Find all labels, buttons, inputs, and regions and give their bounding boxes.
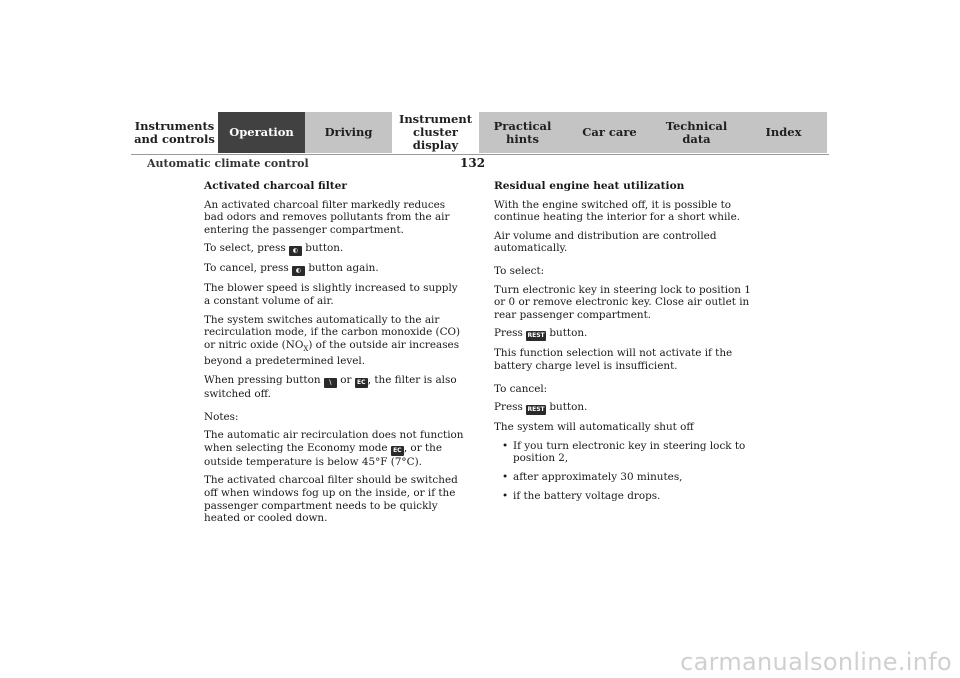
rest-key-icon: REST	[527, 332, 545, 340]
pressing-prefix: When pressing button	[204, 374, 321, 387]
cancel-label: To cancel:	[494, 382, 548, 395]
recirc-text-2: ) of the outside air increases beyond a predetermined level.	[204, 338, 460, 368]
notes-label: Notes:	[204, 410, 239, 423]
cancel-prefix: To cancel, press	[204, 262, 289, 275]
rest-press-instruction	[494, 327, 756, 341]
shutoff-paragraph: The system will automatically shut off	[494, 421, 694, 434]
charcoal-filter-intro: An activated charcoal filter markedly reduces bad odors and removes pollutants from the air entering the passenger compartment.	[204, 198, 450, 236]
charcoal-cancel-instruction	[204, 262, 466, 276]
note1-prefix: The automatic air recirculation does not function when selecting the Economy mode	[204, 429, 464, 454]
recirc-text-1: The system switches automatically to the air recirculation mode, if the carbon monoxide (CO) or nitric oxide (NO	[204, 313, 461, 351]
cancel-press-prefix: Press	[494, 401, 523, 414]
rest-cancel-instruction	[494, 401, 756, 415]
tab-instrument-cluster-display[interactable]: Instrument cluster display	[392, 112, 479, 153]
tab-technical-data[interactable]: Technical data	[653, 112, 740, 153]
economy-key-icon: EC	[391, 446, 404, 456]
tab-operation[interactable]: Operation	[218, 112, 305, 153]
recirc-subscript: X	[303, 344, 309, 353]
cancel-press-suffix: button.	[549, 401, 588, 414]
header-divider	[131, 154, 829, 155]
tab-practical-hints[interactable]: Practical hints	[479, 112, 566, 153]
note1-suffix: , or the outside temperature is below 45°F (7°C).	[204, 441, 442, 468]
press-suffix: button.	[549, 327, 588, 340]
tab-driving[interactable]: Driving	[305, 112, 392, 153]
note-fog: The activated charcoal filter should be switched off when windows fog up on the inside, or if the passenger compartment needs to be quickly heated or cooled down.	[204, 474, 458, 525]
left-column	[204, 180, 466, 531]
note-economy	[204, 429, 466, 468]
pressing-suffix: , the filter is also switched off.	[204, 374, 457, 401]
right-column	[494, 180, 756, 508]
defrost-key-icon: \	[324, 378, 337, 388]
cancel-suffix: button again.	[308, 262, 379, 275]
residual-heat-auto: Air volume and distribution are controlled automatically.	[494, 229, 717, 255]
residual-heat-intro: With the engine switched off, it is possible to continue heating the interior for a short while.	[494, 198, 741, 224]
pressing-or: or	[340, 374, 352, 387]
page-number: 132	[460, 156, 486, 170]
watermark: carmanualsonline.info	[680, 648, 952, 676]
switch-off-paragraph	[204, 374, 466, 401]
recirculation-paragraph	[204, 314, 466, 368]
battery-paragraph: This function selection will not activate if the battery charge level is insufficient.	[494, 347, 733, 372]
select-suffix: button.	[305, 242, 344, 255]
list-item: • after approximately 30 minutes,	[494, 471, 756, 484]
section-tabs	[131, 112, 827, 153]
blower-paragraph: The blower speed is slightly increased to supply a constant volume of air.	[204, 282, 458, 307]
shutoff-list	[494, 440, 756, 502]
list-item: • if the battery voltage drops.	[494, 490, 756, 503]
select-text: Turn electronic key in steering lock to position 1 or 0 or remove electronic key. Close air outlet in rear passenger compartment.	[494, 283, 751, 321]
economy-key-icon: EC	[355, 378, 368, 388]
charcoal-select-instruction	[204, 242, 466, 256]
tab-instruments-and-controls[interactable]: Instruments and controls	[131, 112, 218, 153]
press-prefix: Press	[494, 327, 523, 340]
select-label: To select:	[494, 264, 545, 277]
list-item: • If you turn electronic key in steering lock to position 2,	[494, 440, 756, 465]
section-title: Automatic climate control	[147, 157, 309, 170]
charcoal-filter-heading: Activated charcoal filter	[204, 180, 347, 192]
tab-car-care[interactable]: Car care	[566, 112, 653, 153]
select-prefix: To select, press	[204, 242, 286, 255]
residual-heat-heading: Residual engine heat utilization	[494, 180, 685, 192]
rest-key-icon: REST	[527, 406, 545, 414]
tab-index[interactable]: Index	[740, 112, 827, 153]
charcoal-filter-key-icon: ◐	[289, 246, 302, 256]
charcoal-filter-key-icon: ◐	[292, 266, 305, 276]
